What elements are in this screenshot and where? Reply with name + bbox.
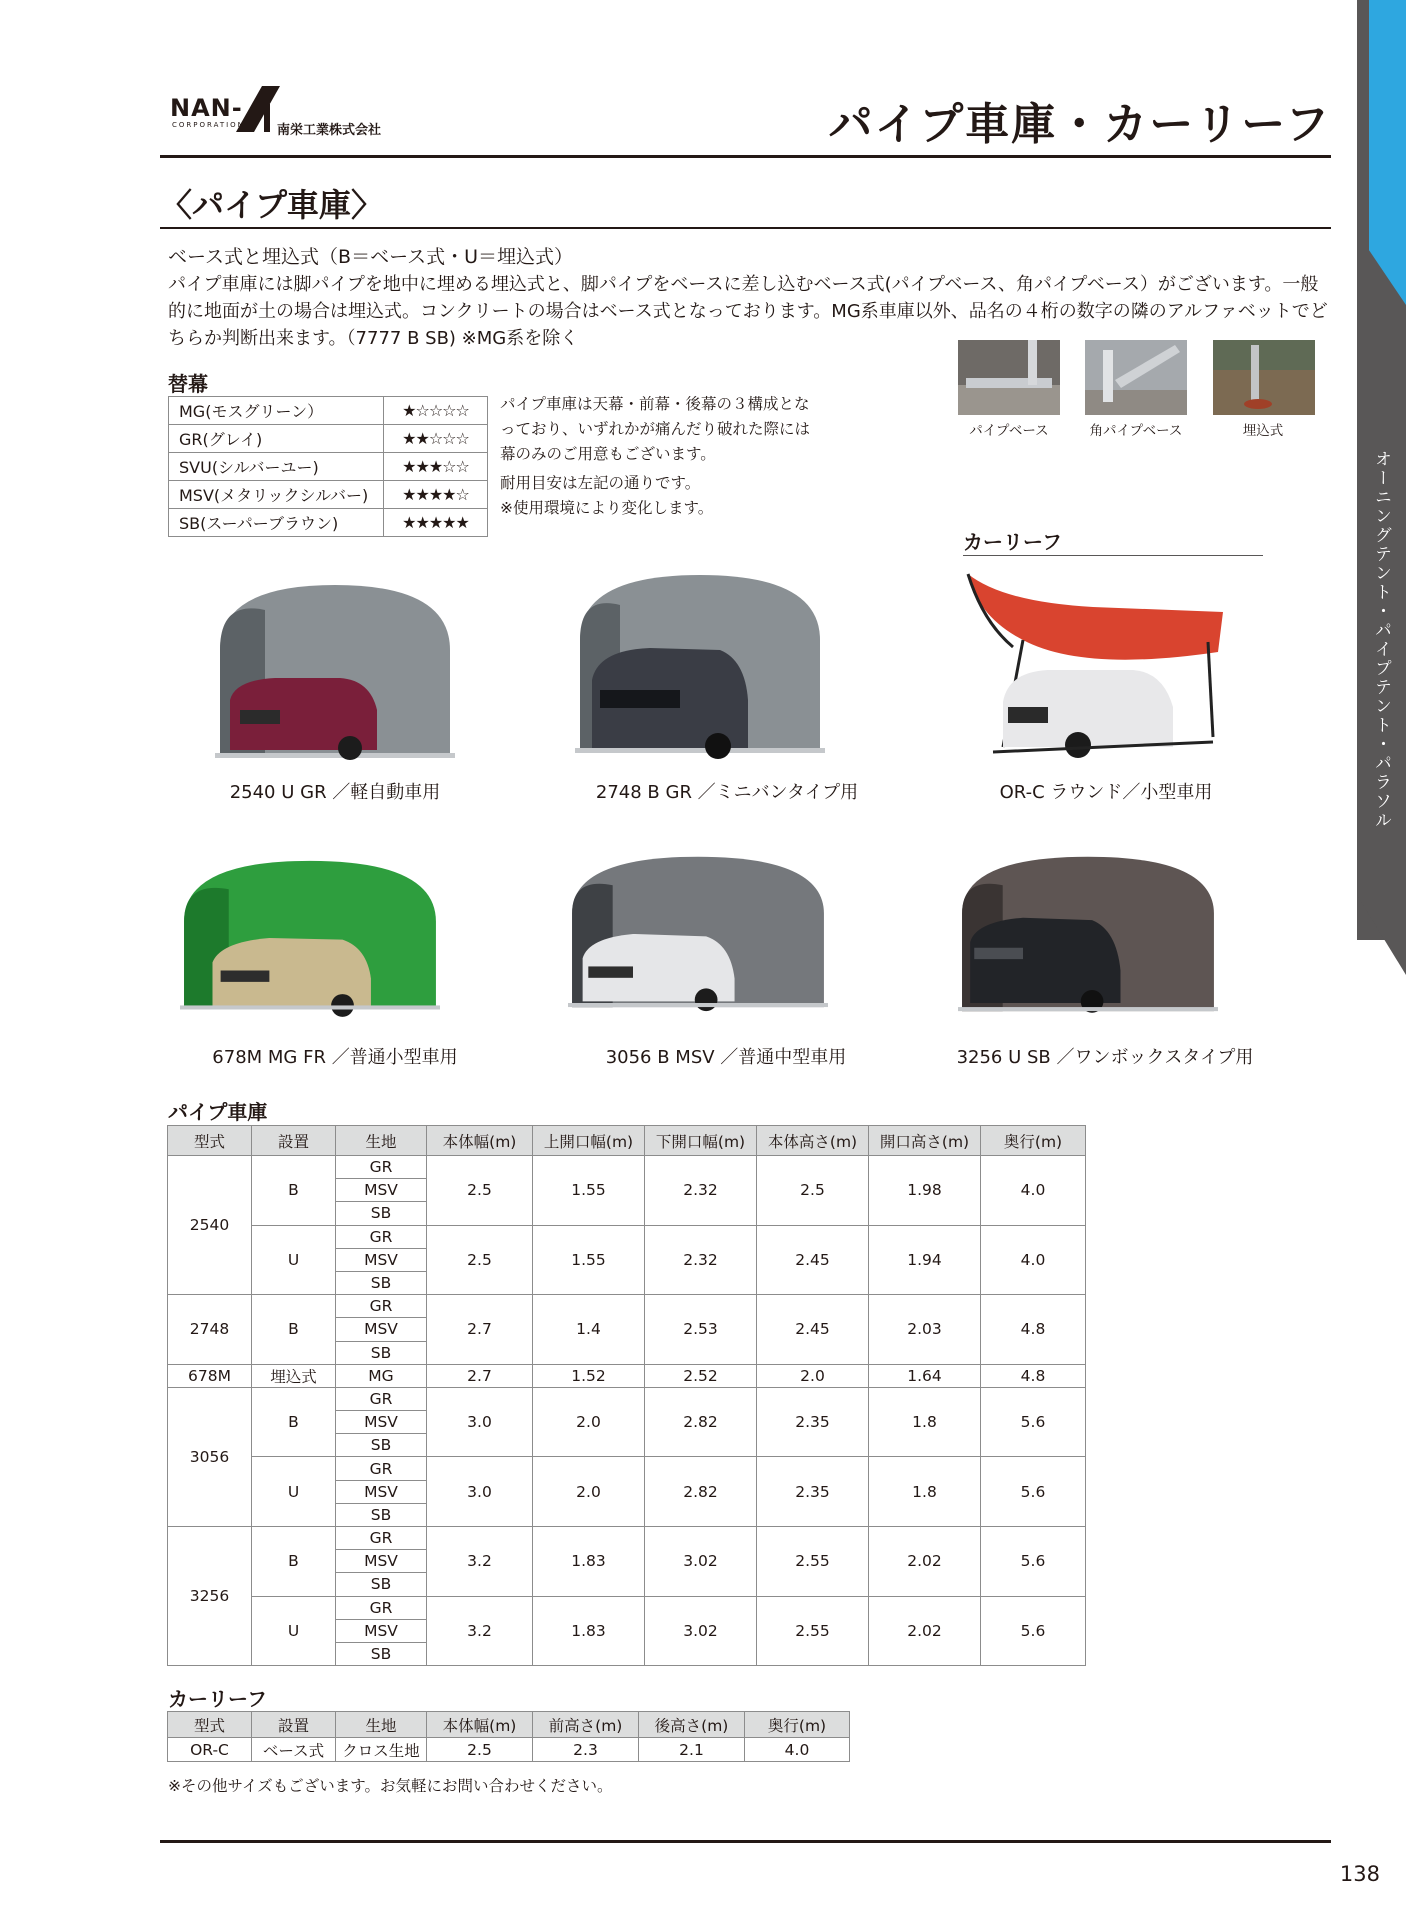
spec-value-cell: 2.5 — [757, 1156, 869, 1226]
col-header: 後高さ(m) — [639, 1712, 745, 1738]
spec-value-cell: 2.35 — [757, 1457, 869, 1527]
logo-text: NAN- — [170, 94, 243, 122]
table-cell: 2.3 — [533, 1738, 639, 1762]
col-header: 本体高さ(m) — [757, 1126, 869, 1156]
spec-value-cell: 4.0 — [981, 1225, 1086, 1295]
product-photo-678m — [180, 838, 440, 1038]
fabric-cell: GR — [336, 1225, 427, 1248]
install-cell: B — [252, 1387, 336, 1457]
install-cell: B — [252, 1295, 336, 1365]
product-caption-2540: 2540 U GR ／軽自動車用 — [229, 782, 441, 803]
col-header: 前高さ(m) — [533, 1712, 639, 1738]
fabric-cell: SB — [336, 1202, 427, 1225]
spec-value-cell: 2.55 — [757, 1527, 869, 1597]
col-header: 本体幅(m) — [427, 1712, 533, 1738]
spec-value-cell: 2.52 — [645, 1364, 757, 1387]
install-cell: U — [252, 1457, 336, 1527]
install-cell: 埋込式 — [252, 1364, 336, 1387]
col-header: 下開口幅(m) — [645, 1126, 757, 1156]
spec-value-cell: 2.45 — [757, 1295, 869, 1365]
spec-value-cell: 3.02 — [645, 1527, 757, 1597]
spec-value-cell: 2.5 — [427, 1225, 533, 1295]
table-row — [168, 1387, 1086, 1410]
section-title: 〈パイプ車庫〉 — [160, 186, 384, 224]
spec-value-cell: 2.7 — [427, 1364, 533, 1387]
page-number: 138 — [1339, 1862, 1380, 1886]
product-photo-3056 — [568, 838, 828, 1038]
spec-value-cell: 1.8 — [869, 1387, 981, 1457]
spec-value-cell: 3.0 — [427, 1387, 533, 1457]
product-caption-2748: 2748 B GR ／ミニバンタイプ用 — [595, 782, 859, 803]
table-header-row — [168, 1126, 1086, 1156]
install-cell: U — [252, 1225, 336, 1295]
install-cell: B — [252, 1527, 336, 1597]
col-header: 生地 — [336, 1126, 427, 1156]
col-header: 型式 — [168, 1126, 252, 1156]
col-header: 本体幅(m) — [427, 1126, 533, 1156]
fabric-cell: GR — [336, 1295, 427, 1318]
fabric-cell: MSV — [336, 1248, 427, 1271]
square-pipe-base-caption: 角パイプベース — [1089, 423, 1183, 439]
spec-value-cell: 5.6 — [981, 1596, 1086, 1666]
product-photo-3256 — [958, 838, 1218, 1038]
fabric-cell: SB — [336, 1503, 427, 1526]
spec-value-cell: 2.53 — [645, 1295, 757, 1365]
spec-value-cell: 2.45 — [757, 1225, 869, 1295]
spec-value-cell: 2.82 — [645, 1387, 757, 1457]
table-row — [168, 1738, 850, 1762]
carleaf-spec-table — [167, 1711, 850, 1762]
fabric-cell: SB — [336, 1341, 427, 1364]
spec-value-cell: 2.55 — [757, 1596, 869, 1666]
table-cell: 4.0 — [745, 1738, 850, 1762]
spec-value-cell: 2.35 — [757, 1387, 869, 1457]
sub-heading: ベース式と埋込式（B＝ベース式・U＝埋込式） — [168, 246, 574, 268]
spec-value-cell: 2.0 — [533, 1457, 645, 1527]
buried-type-caption: 埋込式 — [1242, 423, 1284, 439]
table-row — [168, 1295, 1086, 1318]
spec-value-cell: 2.32 — [645, 1156, 757, 1226]
spec-value-cell: 1.55 — [533, 1156, 645, 1226]
fabric-cell: MSV — [336, 1550, 427, 1573]
spec-value-cell: 2.7 — [427, 1295, 533, 1365]
cover-name: SVU(シルバーユー) — [169, 453, 384, 481]
fabric-cell: SB — [336, 1434, 427, 1457]
spec-value-cell: 1.8 — [869, 1457, 981, 1527]
header-divider — [160, 155, 1331, 158]
table-row — [169, 481, 488, 509]
fabric-cell: MG — [336, 1364, 427, 1387]
pipe-base-photo — [958, 340, 1060, 415]
fabric-cell: GR — [336, 1527, 427, 1550]
fabric-cell: GR — [336, 1596, 427, 1619]
fabric-cell: MSV — [336, 1480, 427, 1503]
cover-note-text: パイプ車庫は天幕・前幕・後幕の３構成となっており、いずれかが痛んだり破れた際には幕のみのご用意もございます。 — [500, 395, 811, 463]
cover-heading: 替幕 — [168, 372, 208, 396]
spec-value-cell: 3.02 — [645, 1596, 757, 1666]
cover-note-caution: ※使用環境により変化します。 — [500, 499, 714, 517]
spec-value-cell: 1.55 — [533, 1225, 645, 1295]
fabric-cell: GR — [336, 1387, 427, 1410]
spec-value-cell: 2.02 — [869, 1527, 981, 1597]
fabric-cell: GR — [336, 1457, 427, 1480]
durability-stars: ★★☆☆☆ — [384, 425, 488, 453]
footnote: ※その他サイズもございます。お気軽にお問い合わせください。 — [168, 1777, 613, 1795]
table-cell: OR-C — [168, 1738, 252, 1762]
table-cell: ベース式 — [252, 1738, 336, 1762]
table-row — [168, 1596, 1086, 1619]
cover-name: GR(グレイ) — [169, 425, 384, 453]
model-cell: 2748 — [168, 1295, 252, 1365]
product-caption-3056: 3056 B MSV ／普通中型車用 — [605, 1047, 847, 1068]
spec-value-cell: 5.6 — [981, 1457, 1086, 1527]
spec-value-cell: 1.83 — [533, 1527, 645, 1597]
fabric-cell: GR — [336, 1156, 427, 1179]
garage-table-heading: パイプ車庫 — [168, 1100, 268, 1124]
garage-spec-table — [167, 1125, 1086, 1666]
col-header: 設置 — [252, 1126, 336, 1156]
install-cell: B — [252, 1156, 336, 1226]
side-tab-label: オーニングテント・パイプテント・パラソル — [1371, 450, 1391, 830]
fabric-cell: MSV — [336, 1619, 427, 1642]
fabric-cell: MSV — [336, 1318, 427, 1341]
durability-stars: ★★★★★ — [384, 509, 488, 537]
buried-type-photo — [1213, 340, 1315, 415]
spec-value-cell: 5.6 — [981, 1527, 1086, 1597]
model-cell: 2540 — [168, 1156, 252, 1295]
product-caption-orc: OR-C ラウンド／小型車用 — [999, 782, 1213, 803]
col-header: 型式 — [168, 1712, 252, 1738]
product-photo-2540 — [205, 570, 465, 770]
table-header-row — [168, 1712, 850, 1738]
cover-note — [500, 392, 820, 521]
table-row — [168, 1364, 1086, 1387]
section-divider — [160, 227, 1331, 229]
leaf-table-heading: カーリーフ — [168, 1687, 267, 1711]
spec-value-cell: 2.32 — [645, 1225, 757, 1295]
spec-value-cell: 2.82 — [645, 1457, 757, 1527]
col-header: 開口高さ(m) — [869, 1126, 981, 1156]
product-caption-3256: 3256 U SB ／ワンボックスタイプ用 — [956, 1047, 1254, 1068]
company-logo — [170, 84, 410, 144]
spec-value-cell: 3.0 — [427, 1457, 533, 1527]
spec-value-cell: 4.0 — [981, 1156, 1086, 1226]
spec-value-cell: 4.8 — [981, 1364, 1086, 1387]
fabric-cell: MSV — [336, 1179, 427, 1202]
spec-value-cell: 4.8 — [981, 1295, 1086, 1365]
cover-name: SB(スーパーブラウン) — [169, 509, 384, 537]
spec-value-cell: 1.94 — [869, 1225, 981, 1295]
cover-note-durability: 耐用目安は左記の通りです。 — [500, 474, 701, 492]
table-row — [169, 397, 488, 425]
durability-stars: ★★★★☆ — [384, 481, 488, 509]
spec-value-cell: 2.5 — [427, 1156, 533, 1226]
model-cell: 3056 — [168, 1387, 252, 1526]
carleaf-divider — [963, 555, 1263, 556]
fabric-cell: MSV — [336, 1411, 427, 1434]
spec-value-cell: 2.02 — [869, 1596, 981, 1666]
cover-name: MG(モスグリーン） — [169, 397, 384, 425]
table-cell: 2.5 — [427, 1738, 533, 1762]
col-header: 上開口幅(m) — [533, 1126, 645, 1156]
cover-name: MSV(メタリックシルバー) — [169, 481, 384, 509]
durability-stars: ★★★☆☆ — [384, 453, 488, 481]
table-row — [168, 1457, 1086, 1480]
table-row — [169, 425, 488, 453]
product-photo-2748 — [570, 570, 830, 770]
product-caption-678m: 678M MG FR ／普通小型車用 — [212, 1047, 458, 1068]
fabric-cell: SB — [336, 1271, 427, 1294]
col-header: 奥行(m) — [981, 1126, 1086, 1156]
footer-divider — [160, 1840, 1331, 1843]
cover-durability-table — [168, 396, 488, 537]
spec-value-cell: 2.0 — [757, 1364, 869, 1387]
pipe-base-caption: パイプベース — [969, 423, 1049, 439]
spec-value-cell: 1.4 — [533, 1295, 645, 1365]
table-cell: クロス生地 — [336, 1738, 427, 1762]
table-row — [169, 453, 488, 481]
table-row — [168, 1225, 1086, 1248]
spec-value-cell: 5.6 — [981, 1387, 1086, 1457]
durability-stars: ★☆☆☆☆ — [384, 397, 488, 425]
product-photo-orc — [963, 562, 1223, 762]
page-title: パイプ車庫・カーリーフ — [828, 99, 1331, 150]
col-header: 設置 — [252, 1712, 336, 1738]
table-row — [169, 509, 488, 537]
col-header: 生地 — [336, 1712, 427, 1738]
square-pipe-base-photo — [1085, 340, 1187, 415]
model-cell: 678M — [168, 1364, 252, 1387]
spec-value-cell: 1.64 — [869, 1364, 981, 1387]
intro-paragraph: パイプ車庫には脚パイプを地中に埋める埋込式と、脚パイプをベースに差し込むベース式(パイプベース、角パイプベース）がございます。一般的に地面が土の場合は埋込式。コンクリートの場合はベース式となっております。MG系車庫以外、品名の４桁の数字の隣のアルファベットでどちらか判断出来ます。（7777 B SB) ※MG系を除く — [168, 274, 1328, 349]
logo-corporation: CORPORATION — [172, 121, 245, 129]
fabric-cell: SB — [336, 1642, 427, 1665]
spec-value-cell: 1.98 — [869, 1156, 981, 1226]
spec-value-cell: 3.2 — [427, 1596, 533, 1666]
spec-value-cell: 1.83 — [533, 1596, 645, 1666]
model-cell: 3256 — [168, 1527, 252, 1666]
carleaf-heading: カーリーフ — [963, 530, 1062, 554]
spec-value-cell: 2.03 — [869, 1295, 981, 1365]
table-row — [168, 1156, 1086, 1179]
spec-value-cell: 2.0 — [533, 1387, 645, 1457]
spec-value-cell: 1.52 — [533, 1364, 645, 1387]
table-cell: 2.1 — [639, 1738, 745, 1762]
company-name: 南栄工業株式会社 — [277, 123, 382, 138]
garage-table-body — [168, 1156, 1086, 1666]
install-cell: U — [252, 1596, 336, 1666]
col-header: 奥行(m) — [745, 1712, 850, 1738]
fabric-cell: SB — [336, 1573, 427, 1596]
table-row — [168, 1527, 1086, 1550]
spec-value-cell: 3.2 — [427, 1527, 533, 1597]
